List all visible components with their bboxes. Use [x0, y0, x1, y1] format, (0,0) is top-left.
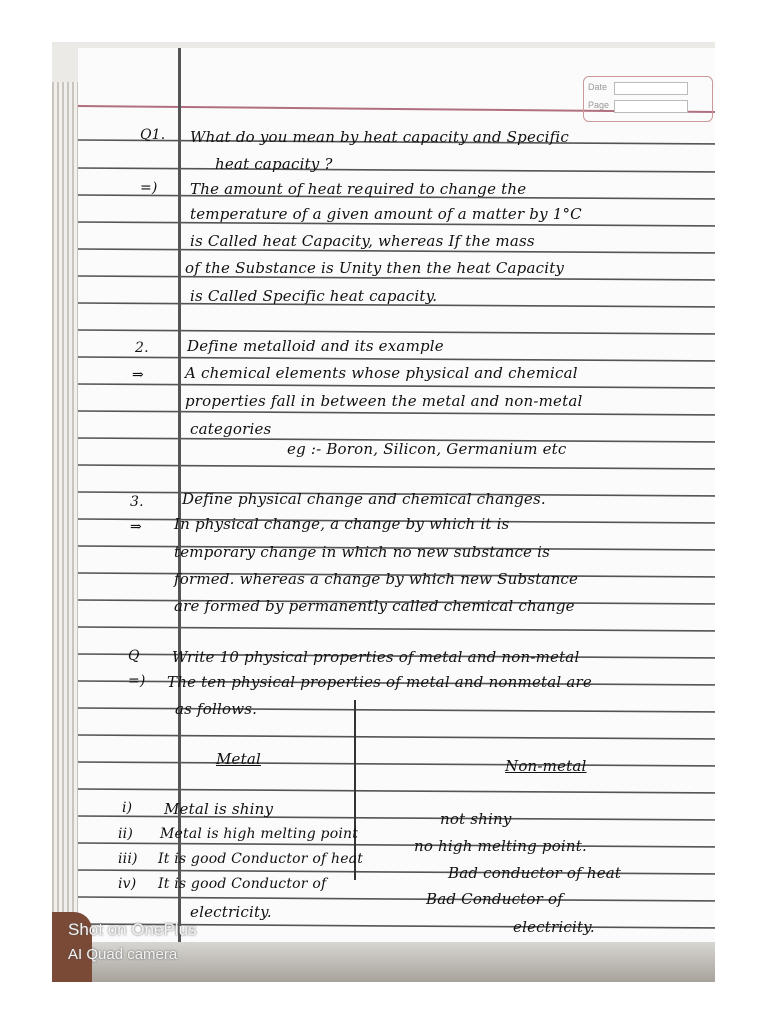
q1-number: Q1.: [140, 127, 166, 143]
row-1-number: i): [122, 800, 133, 816]
q2-question: Define metalloid and its example: [187, 337, 444, 355]
row-4-nonmetal: Bad Conductor of: [426, 890, 563, 908]
row-4-metal: It is good Conductor of: [158, 876, 327, 892]
q3-answer-line-3: formed. whereas a change by which new Substance: [174, 570, 579, 588]
table-header-nonmetal: Non-metal: [505, 757, 587, 775]
row-3-number: iii): [118, 851, 138, 867]
q1-question-line-2: heat capacity ?: [215, 155, 333, 173]
q1-answer-line-4: of the Substance is Unity then the heat Capacity: [185, 259, 565, 277]
page-field: [614, 100, 688, 113]
q2-arrow: ⇒: [132, 367, 144, 383]
row-1-nonmetal: not shiny: [440, 810, 512, 828]
watermark-line-2: AI Quad camera: [68, 946, 178, 963]
q2-answer-line-1: A chemical elements whose physical and chemical: [185, 364, 578, 382]
table-header-metal: Metal: [216, 750, 262, 768]
row-2-metal: Metal is high melting point: [160, 826, 359, 842]
q4-arrow: =): [128, 673, 146, 689]
row-2-number: ii): [118, 826, 134, 842]
q3-answer-line-4: are formed by permanently called chemical change: [174, 597, 575, 615]
row-4-metal-continuation: electricity.: [190, 903, 272, 921]
row-3-metal: It is good Conductor of heat: [158, 851, 364, 867]
q1-answer-line-1: The amount of heat required to change the: [190, 180, 527, 198]
row-2-nonmetal: no high melting point.: [414, 837, 587, 855]
q1-answer-line-3: is Called heat Capacity, whereas If the mass: [190, 232, 535, 250]
q1-answer-line-5: is Called Specific heat capacity.: [190, 287, 438, 305]
q3-answer-line-2: temporary change in which no new substance is: [174, 543, 550, 561]
row-3-nonmetal: Bad conductor of heat: [448, 864, 622, 882]
date-field: [614, 82, 688, 95]
q2-answer-line-3: categories: [190, 420, 272, 438]
row-1-metal: Metal is shiny: [164, 800, 274, 818]
q3-answer-line-1: In physical change, a change by which it is: [174, 515, 510, 533]
q1-arrow: =): [140, 180, 158, 196]
q4-answer-line-1: The ten physical properties of metal and nonmetal are: [167, 673, 592, 691]
row-4-nonmetal-continuation: electricity.: [513, 918, 595, 936]
date-page-box: [583, 76, 713, 122]
q2-number: 2.: [135, 340, 149, 356]
q1-answer-line-2: temperature of a given amount of a matter by 1°C: [190, 205, 582, 223]
row-4-number: iv): [118, 876, 137, 892]
q3-arrow: ⇒: [130, 519, 142, 535]
page-label: Page: [588, 100, 610, 110]
watermark-line-1: Shot on OnePlus: [68, 920, 197, 939]
q4-question: Write 10 physical properties of metal and non-metal: [172, 648, 580, 666]
q2-answer-line-2: properties fall in between the metal and non-metal: [185, 392, 583, 410]
q4-number: Q: [128, 648, 140, 664]
q3-number: 3.: [130, 494, 144, 510]
q2-example: eg :- Boron, Silicon, Germanium etc: [287, 440, 567, 458]
q4-answer-line-2: as follows.: [175, 700, 258, 718]
q3-question: Define physical change and chemical changes.: [182, 490, 546, 508]
q1-question-line-1: What do you mean by heat capacity and Specific: [190, 128, 569, 146]
date-label: Date: [588, 82, 608, 92]
